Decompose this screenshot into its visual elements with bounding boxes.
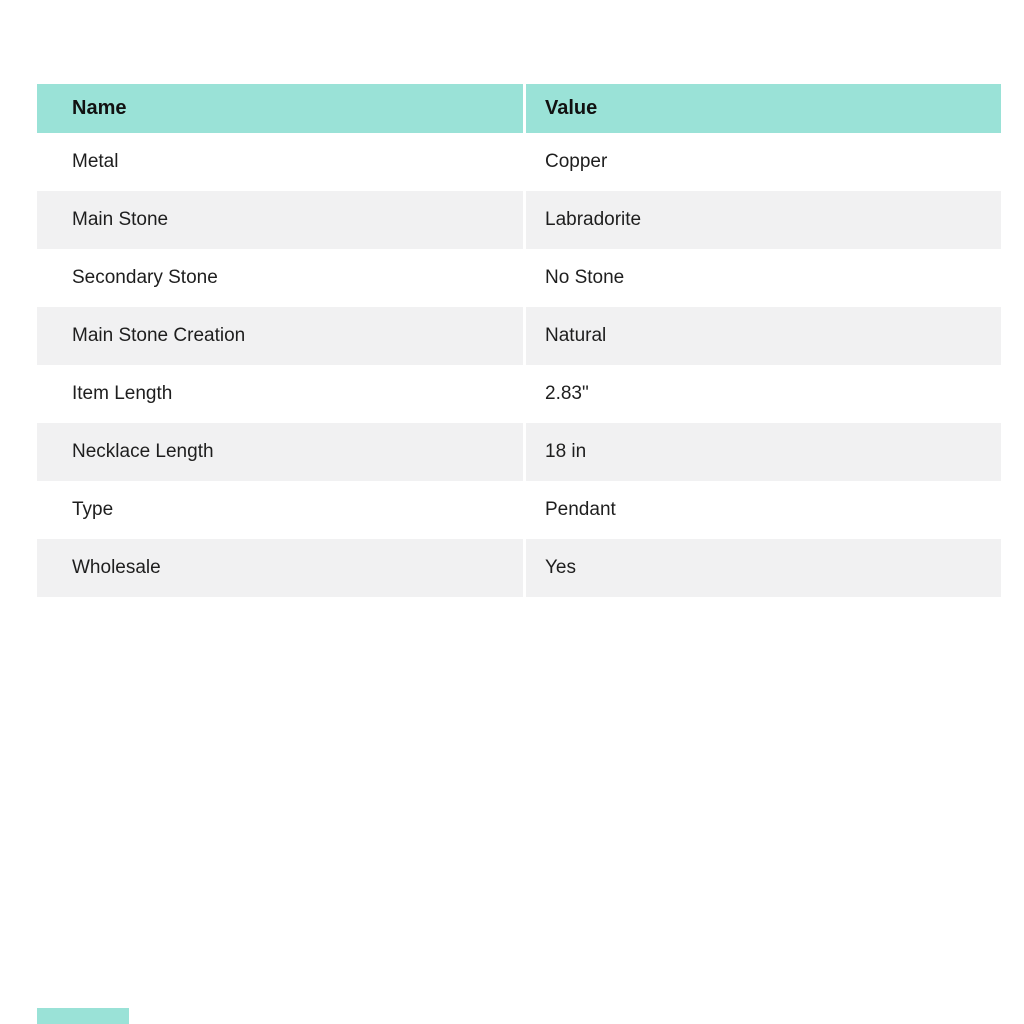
table-row xyxy=(37,365,1001,423)
table-row xyxy=(37,133,1001,191)
spec-value-cell: Labradorite xyxy=(523,191,1001,249)
spec-value-cell: No Stone xyxy=(523,249,1001,307)
spec-name-cell: Item Length xyxy=(72,383,173,404)
spec-name-cell: Main Stone xyxy=(72,209,169,230)
table-row xyxy=(37,307,1001,365)
column-header-name: Name xyxy=(72,97,127,119)
table-row xyxy=(37,249,1001,307)
table-row xyxy=(37,481,1001,539)
spec-table-body xyxy=(37,133,1001,597)
spec-value-cell: 18 in xyxy=(523,423,1001,481)
spec-value-cell: 2.83" xyxy=(523,365,1001,423)
spec-name-cell: Type xyxy=(72,499,114,520)
spec-name-cell: Metal xyxy=(72,151,119,172)
table-header-row xyxy=(37,84,1001,133)
spec-name-cell: Necklace Length xyxy=(72,441,214,462)
spec-table xyxy=(37,84,1001,597)
spec-name-cell: Wholesale xyxy=(72,557,161,578)
spec-name-cell: Secondary Stone xyxy=(72,267,218,288)
spec-name-cell: Main Stone Creation xyxy=(72,325,246,346)
table-row xyxy=(37,423,1001,481)
spec-value-cell: Natural xyxy=(523,307,1001,365)
spec-value-cell: Yes xyxy=(523,539,1001,597)
spec-value-cell: Copper xyxy=(523,133,1001,191)
table-row xyxy=(37,191,1001,249)
spec-value-cell: Pendant xyxy=(523,481,1001,539)
partial-next-table-header xyxy=(37,1008,129,1024)
table-row xyxy=(37,539,1001,597)
column-header-value: Value xyxy=(523,84,1001,133)
